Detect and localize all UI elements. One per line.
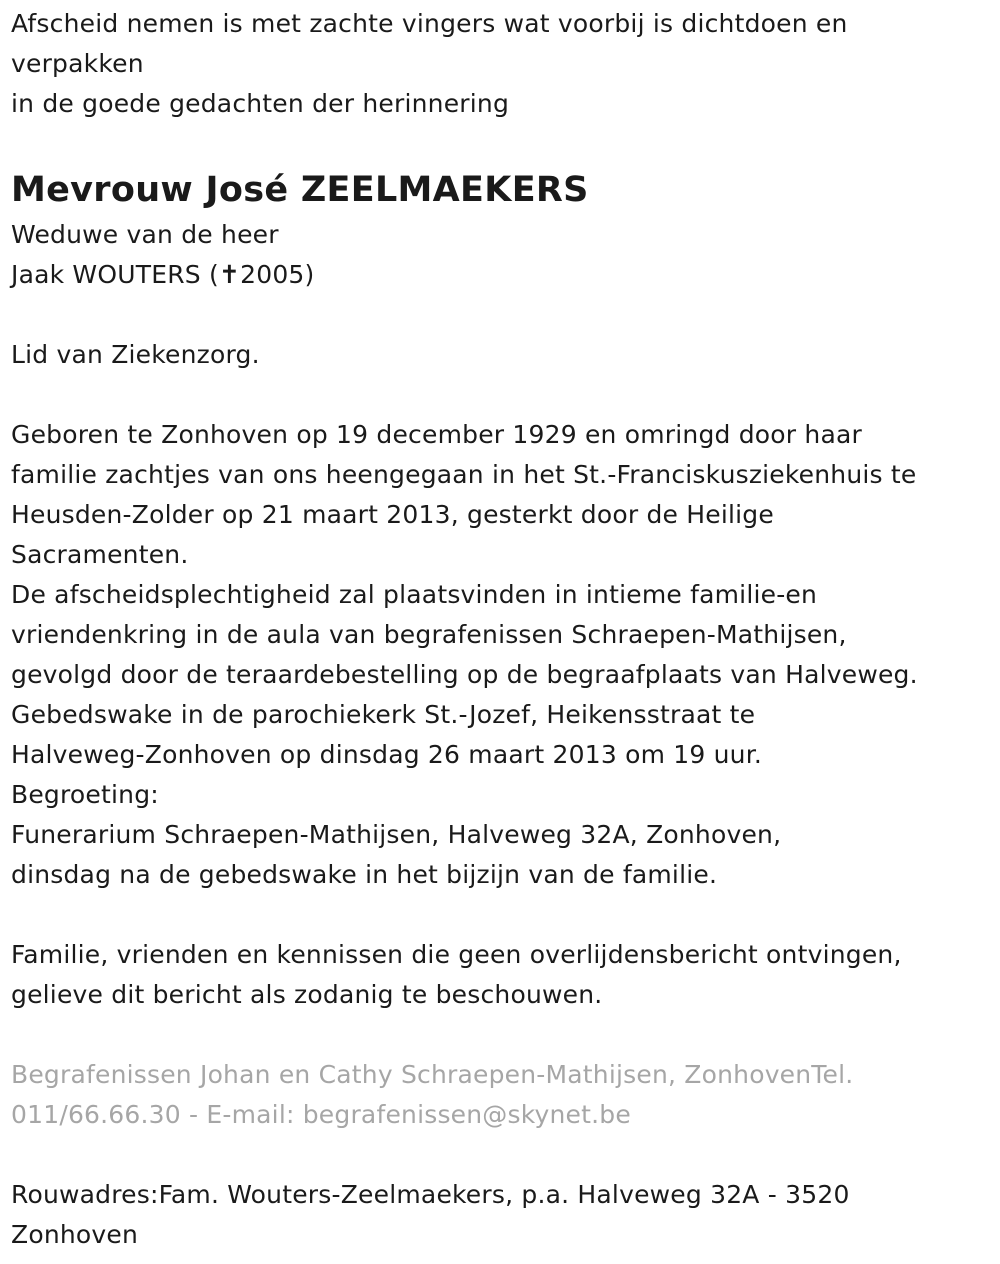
deceased-name: Mevrouw José ZEELMAEKERS [11,170,589,210]
membership: Lid van Ziekenzorg. [11,340,260,369]
announcement-line: Funerarium Schraepen-Mathijsen, Halveweg 32A, Zonhoven, [11,820,782,849]
spouse-name: Jaak WOUTERS ( [11,260,219,289]
spacer [11,295,986,335]
motto-line: in de goede gedachten der herinnering [11,89,510,118]
motto [11,4,986,124]
announcement-line: Gebedswake in de parochiekerk St.-Jozef, Heikensstraat te [11,700,756,729]
spacer [11,1135,986,1175]
announcement-line: Geboren te Zonhoven op 19 december 1929 en omringd door haar [11,420,862,449]
announcement-line: Heusden-Zolder op 21 maart 2013, gesterkt door de Heilige [11,500,774,529]
spouse-intro: Weduwe van de heer [11,220,279,249]
notice-line: Familie, vrienden en kennissen die geen overlijdensbericht ontvingen, [11,940,902,969]
spouse-line [11,255,986,295]
mourning-address-line: Zonhoven [11,1220,139,1249]
notice-line: gelieve dit bericht als zodanig te beschouwen. [11,980,603,1009]
cross-icon: ✝ [218,260,241,289]
announcement-line: dinsdag na de gebedswake in het bijzijn van de familie. [11,860,718,889]
announcement-line: familie zachtjes van ons heengegaan in het St.-Franciskusziekenhuis te [11,460,917,489]
spacer [11,1015,986,1055]
announcement-body [11,415,986,895]
announcement-line: vriendenkring in de aula van begrafenissen Schraepen-Mathijsen, [11,620,847,649]
motto-line: verpakken [11,49,144,78]
motto-line: Afscheid nemen is met zachte vingers wat voorbij is dichtdoen en [11,9,848,38]
spouse-death-year: 2005) [240,260,315,289]
announcement-line: Halveweg-Zonhoven op dinsdag 26 maart 2013 om 19 uur. [11,740,763,769]
undertaker-line: 011/66.66.30 - E-mail: begrafenissen@skynet.be [11,1100,631,1129]
undertaker-info [11,1055,986,1135]
mourning-address-line: Rouwadres:Fam. Wouters-Zeelmaekers, p.a. Halveweg 32A - 3520 [11,1180,850,1209]
spacer [11,895,986,935]
obituary-notice [11,4,986,1255]
notice [11,935,986,1015]
announcement-line: Begroeting: [11,780,159,809]
announcement-line: Sacramenten. [11,540,189,569]
spacer [11,375,986,415]
announcement-line: gevolgd door de teraardebestelling op de begraafplaats van Halveweg. [11,660,918,689]
undertaker-line: Begrafenissen Johan en Cathy Schraepen-Mathijsen, ZonhovenTel. [11,1060,854,1089]
spacer [11,124,986,164]
mourning-address [11,1175,986,1255]
announcement-line: De afscheidsplechtigheid zal plaatsvinden in intieme familie-en [11,580,818,609]
